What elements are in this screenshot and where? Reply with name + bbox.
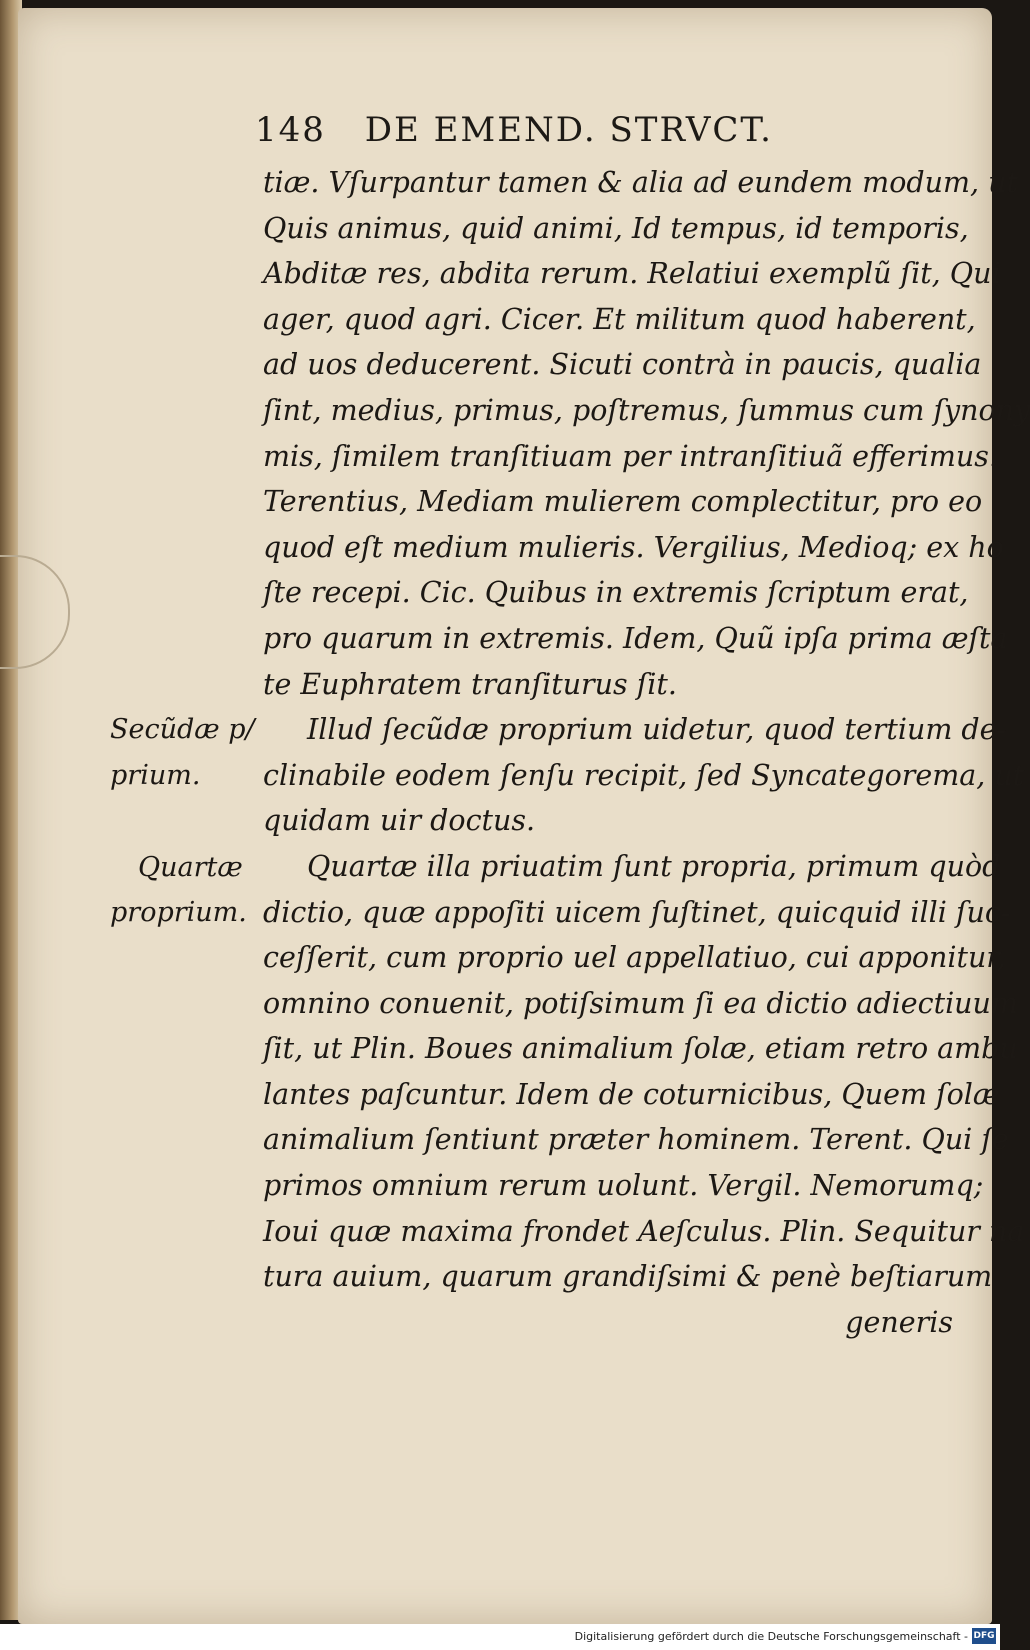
- text-line: quod eſt medium mulieris. Vergilius, Medioq; ex ho: [263, 530, 1004, 564]
- text-line: tura auium, quarum grandiſsimi & penè beſtiarum: [263, 1260, 993, 1294]
- dfg-logo: DFG: [972, 1628, 996, 1644]
- text-line: ceſſerit, cum proprio uel appellatiuo, cui apponitur,: [263, 941, 1006, 975]
- text-line: Quartæ illa priuatim ſunt propria, primum quòd: [307, 849, 1001, 883]
- running-title: DE EMEND. STRVCT.: [364, 110, 773, 150]
- text-line: Abditæ res, abdita rerum. Relatiui exemplũ ſit, Qui: [263, 257, 1001, 291]
- marginal-note-quartae-cont: proprium.: [110, 897, 247, 928]
- text-line: omnino conuenit, potiſsimum ſi ea dictio adiectiuum: [263, 986, 1018, 1020]
- text-line: clinabile eodem ſenſu recipit, ſed Syncategorema, ut: [263, 758, 1025, 792]
- text-line: ſte recepi. Cic. Quibus in extremis ſcriptum erat,: [263, 576, 969, 610]
- marginal-note-secundae-cont: prium.: [110, 760, 201, 791]
- text-line: tiæ. Vſurpantur tamen & alia ad eundem modum, ut: [263, 166, 1018, 199]
- catchword: generis: [845, 1305, 953, 1339]
- footer-credit: Digitalisierung gefördert durch die Deutsche Forschungsgemeinschaft -: [574, 1630, 968, 1643]
- text-line: mis, ſimilem tranſitiuam per intranſitiuã efferimus.: [263, 439, 998, 473]
- body-text: [263, 160, 1030, 1345]
- text-line: pro quarum in extremis. Idem, Quũ ipſa prima æſta: [263, 621, 1008, 655]
- text-line: ager, quod agri. Cicer. Et militum quod haberent,: [263, 302, 976, 336]
- text-line: Illud ſecũdæ proprium uidetur, quod tertium de-: [307, 713, 1007, 747]
- text-line: lantes paſcuntur. Idem de coturnicibus, Quem ſolæ: [263, 1077, 1000, 1111]
- text-line: te Euphratem tranſiturus ſit.: [263, 667, 677, 701]
- text-line: primos omnium rerum uolunt. Vergil. Nemorumq;: [263, 1169, 984, 1203]
- text-line: Terentius, Mediam mulierem complectitur, pro eo: [263, 485, 983, 519]
- text-line: ad uos deducerent. Sicuti contrà in paucis, qualia: [263, 348, 982, 382]
- text-line: Ioui quæ maxima frondet Aeſculus. Plin. Sequitur na: [263, 1214, 1025, 1248]
- running-head: [255, 110, 885, 150]
- marginal-note-quartae: Quartæ: [138, 852, 243, 883]
- text-line: animalium ſentiunt præter hominem. Terent. Qui ſe: [263, 1123, 1009, 1157]
- text-line: dictio, quæ appoſiti uicem ſuſtinet, quicquid illi ſuc-: [263, 895, 1011, 929]
- text-line: quidam uir doctus.: [263, 804, 536, 838]
- text-line: ſit, ut Plin. Boues animalium ſolæ, etiam retro ambu: [263, 1032, 1018, 1066]
- marginal-note-secundae: Secũdæ p/: [110, 714, 255, 745]
- digitization-footer: [0, 1624, 1000, 1650]
- text-line: Quis animus, quid animi, Id tempus, id temporis,: [263, 211, 969, 245]
- page-number: 148: [255, 110, 326, 150]
- text-line: ſint, medius, primus, poſtremus, ſummus cum ſynony: [263, 393, 1030, 427]
